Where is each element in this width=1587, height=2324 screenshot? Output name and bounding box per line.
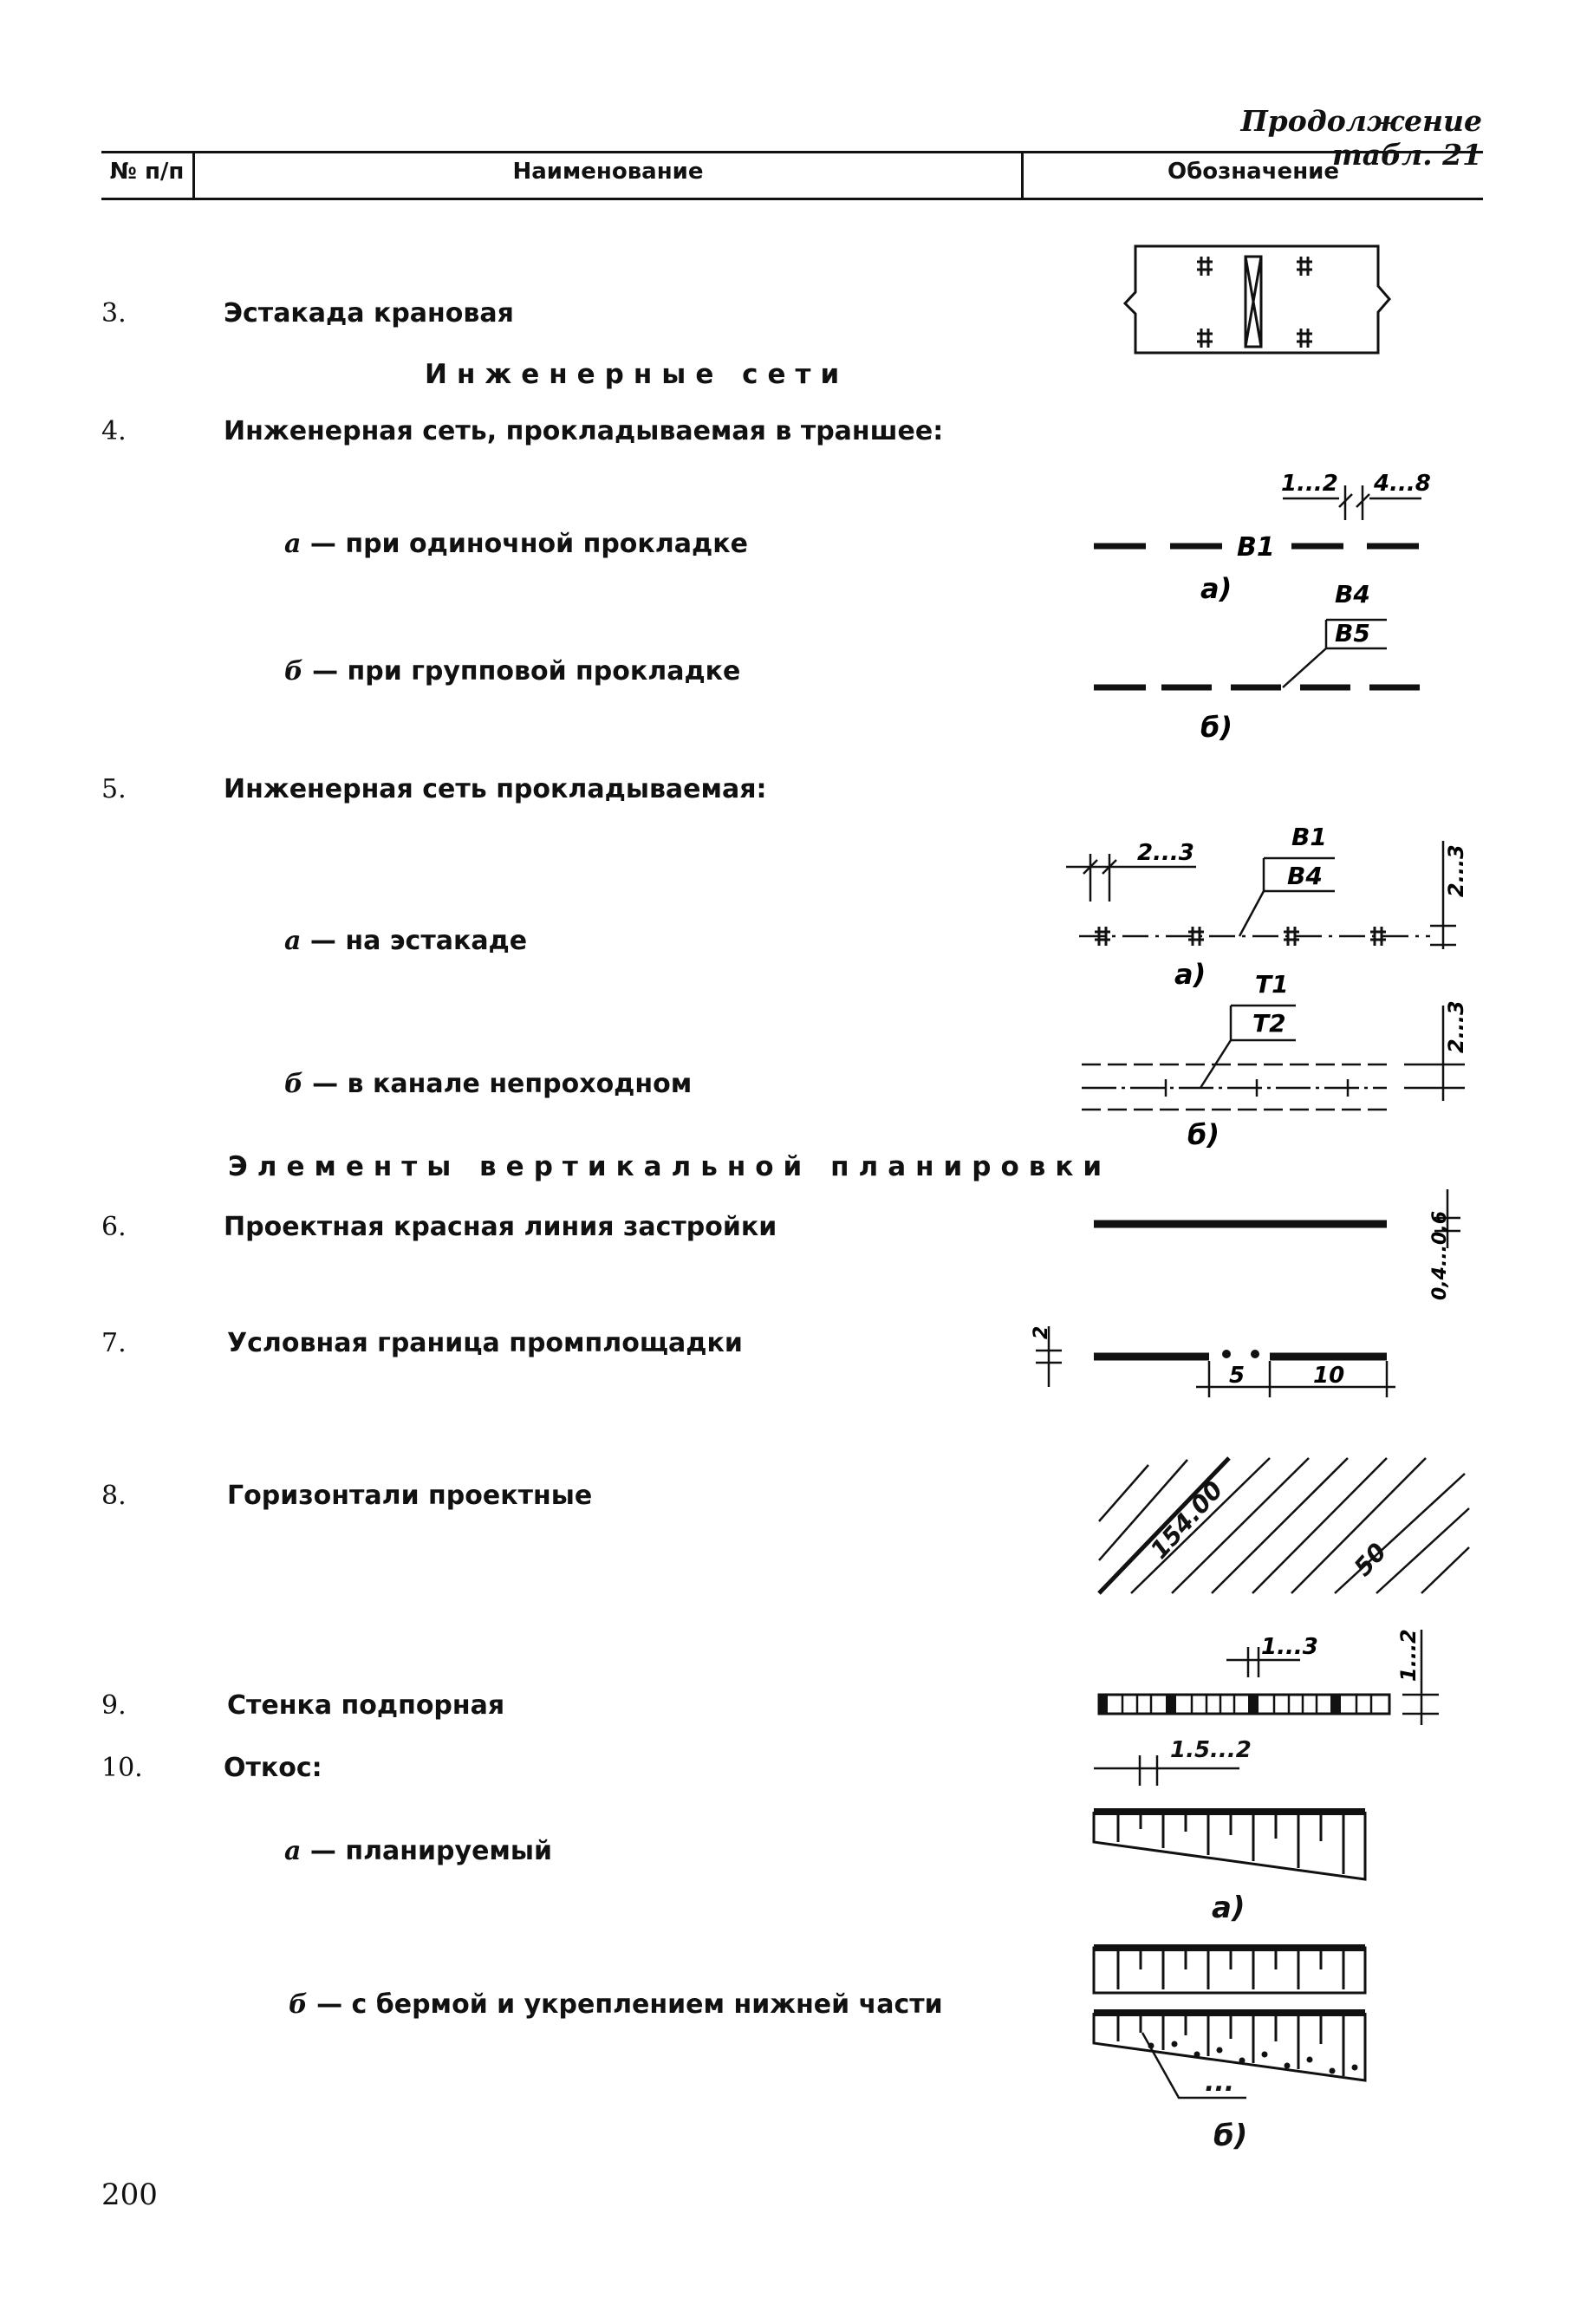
page-number: 200: [101, 2178, 158, 2212]
network-code: В4: [1287, 862, 1323, 890]
berm-slope-symbol: [1094, 1948, 1365, 2153]
network-on-trestle-symbol: [1066, 823, 1468, 991]
item-number: 7.: [101, 1328, 127, 1358]
item-name: Стенка подпорная: [227, 1690, 505, 1721]
dim-label: 2...3: [1444, 1000, 1468, 1053]
dim-label: 0,4...0,6: [1429, 1210, 1451, 1300]
variant-label: а): [1200, 572, 1233, 605]
red-line-symbol: [1094, 1189, 1460, 1300]
variant-label: б): [1200, 711, 1233, 744]
network-trench-single-symbol: [1094, 471, 1431, 605]
contour-mark: 154.00: [1144, 1475, 1229, 1565]
subitem-letter: б: [284, 656, 303, 687]
site-boundary-symbol: [1031, 1326, 1395, 1397]
item-name: Эстакада крановая: [224, 298, 514, 329]
subitem-letter: а: [284, 926, 302, 956]
subitem-text: — с бермой и укреплением нижней части: [307, 1989, 943, 2020]
dim-label: 2...3: [1444, 844, 1468, 897]
subitem-letter: б: [284, 1069, 303, 1099]
item-name: Инженерная сеть прокладываемая:: [224, 774, 767, 804]
subitem-text: — планируемый: [301, 1836, 553, 1866]
item-name: Горизонтали проектные: [227, 1481, 593, 1511]
variant-label: б): [1187, 1118, 1220, 1151]
network-code: В4: [1335, 580, 1370, 609]
dim-label: 4...8: [1374, 471, 1431, 497]
item-number: 6.: [101, 1212, 127, 1242]
subitem-text: — в канале непроходном: [302, 1069, 693, 1099]
header-name: Наименование: [512, 159, 704, 185]
subitem-text: — на эстакаде: [301, 926, 528, 956]
subitem-letter: б: [289, 1989, 308, 2020]
variant-label: б): [1213, 2119, 1248, 2153]
subitem-text: — при групповой прокладке: [302, 656, 741, 687]
network-code: Т2: [1252, 1009, 1286, 1038]
network-code: В1: [1291, 823, 1327, 851]
item-name: Проектная красная линия застройки: [224, 1212, 777, 1242]
item-number: 8.: [101, 1481, 127, 1511]
item-name: Условная граница промплощадки: [227, 1328, 743, 1358]
item-number: 4.: [101, 416, 127, 446]
planned-slope-symbol: [1094, 1737, 1365, 1925]
item-name: Инженерная сеть, прокладываемая в траншее:: [224, 416, 944, 446]
item-number: 10.: [101, 1753, 143, 1783]
table-caption: Продолжение табл. 21: [1240, 104, 1482, 172]
retaining-wall-symbol: [1099, 1629, 1439, 1725]
network-code: В5: [1335, 619, 1370, 648]
dim-label: 5: [1229, 1363, 1246, 1389]
dim-label: 2: [1031, 1325, 1052, 1339]
network-code: В1: [1237, 532, 1275, 563]
item-number: 5.: [101, 774, 127, 804]
design-contours-symbol: [1099, 1458, 1469, 1593]
header-symbol: Обозначение: [1167, 159, 1340, 185]
section-title-vertical: Элементы вертикальной планировки: [228, 1151, 1112, 1182]
header-num: № п/п: [109, 159, 185, 185]
variant-label: а): [1212, 1891, 1246, 1925]
crane-trestle-symbol: [1125, 246, 1389, 353]
item-number: 9.: [101, 1690, 127, 1721]
subitem-letter: а: [284, 1836, 302, 1866]
dots-label: ...: [1205, 2067, 1235, 2098]
item-number: 3.: [101, 298, 127, 329]
subitem-letter: а: [284, 529, 302, 559]
dim-label: 2...3: [1137, 840, 1194, 866]
dim-label: 1.5...2: [1170, 1737, 1252, 1763]
subitem-text: — при одиночной прокладке: [301, 529, 748, 559]
network-trench-group-symbol: [1094, 580, 1420, 744]
network-in-channel-symbol: [1082, 970, 1468, 1151]
item-name: Откос:: [224, 1753, 322, 1783]
variant-label: а): [1174, 958, 1207, 991]
section-title-networks: Инженерные сети: [425, 359, 849, 390]
dim-label: 1...3: [1261, 1634, 1318, 1660]
network-code: Т1: [1255, 970, 1289, 999]
dim-label: 1...2: [1396, 1629, 1421, 1682]
dim-label: 1...2: [1281, 471, 1338, 497]
contour-mark: 50: [1348, 1537, 1393, 1582]
dim-label: 10: [1313, 1363, 1345, 1389]
